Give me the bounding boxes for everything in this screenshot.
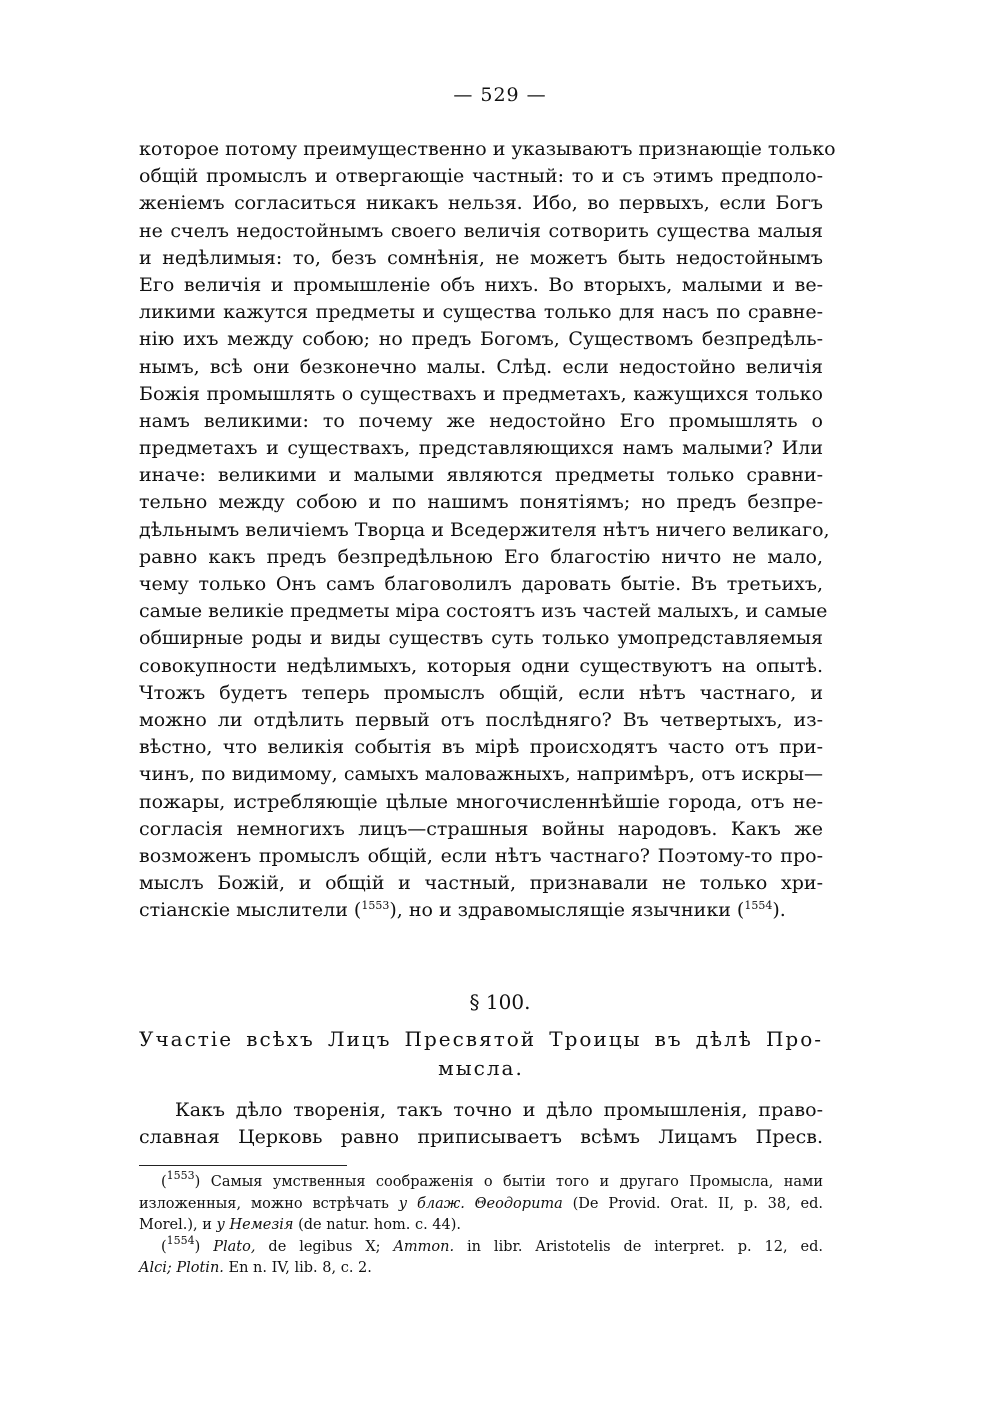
- footnotes: [139, 1169, 824, 1280]
- text-line: обширные роды и виды существъ суть только умопредставляемыя: [139, 627, 823, 650]
- section-number: § 100.: [469, 990, 531, 1014]
- text-line: тельно между собою и по нашимъ понятіямъ; но предъ безпре-: [139, 491, 823, 514]
- footnote-text: Morel.), и: [139, 1217, 217, 1233]
- text-line: вѣстно, что великія событія въ мірѣ происходятъ часто отъ при-: [139, 736, 823, 759]
- text-line: не счелъ недостойнымъ своего величія сотворить существа малыя: [139, 219, 823, 242]
- footnote-text: En n. IV, lib. 8, c. 2.: [223, 1260, 372, 1276]
- author-name: Ammon.: [393, 1238, 455, 1255]
- footnote-separator: [139, 1165, 347, 1166]
- final-text-line: [139, 897, 823, 924]
- text-line: женіемъ согласиться никакъ нельзя. Ибо, во первыхъ, если Богъ: [139, 192, 823, 215]
- footnote-text: (de natur. hom. c. 44).: [293, 1217, 462, 1233]
- footnote-number: 1553: [166, 1169, 195, 1182]
- text-line: и недѣлимыя: то, безъ сомнѣнія, не можетъ быть недостойнымъ: [139, 246, 823, 269]
- author-name: Alci; Plotin.: [139, 1260, 224, 1276]
- text-line: иначе: великими и малыми являются предметы только сравни-: [139, 464, 823, 487]
- text-line: самые великіе предметы міра состоятъ изъ частей малыхъ, и самые: [139, 600, 828, 623]
- text-fragment: стіанскіе мыслители (: [139, 899, 362, 922]
- main-text-block: [139, 136, 836, 924]
- footnote-line: [139, 1194, 823, 1216]
- author-name: Plato,: [213, 1238, 256, 1255]
- text-line: чинъ, по видимому, самыхъ маловажныхъ, напримѣръ, отъ искры—: [139, 763, 823, 786]
- text-line: предметахъ и существахъ, представляющихся намъ малыми? Или: [139, 437, 823, 460]
- footnote-1553: ($^{1553}$) Самыя умственныя соображенія о бытіи того и другаго Промысла, нами: [161, 1169, 823, 1190]
- section-text-block: [139, 1097, 823, 1151]
- text-line: можно ли отдѣлить первый отъ послѣдняго? Въ четвертыхъ, из-: [139, 708, 823, 731]
- section-heading-line-2: мысла.: [438, 1056, 524, 1080]
- text-line: согласія немногихъ лицъ—страшныя войны народовъ. Какъ же: [139, 817, 823, 840]
- footnote-number: 1554: [166, 1233, 195, 1247]
- section-heading-line-1: Участіе всѣхъ Лицъ Пресвятой Троицы въ дѣлѣ Про-: [139, 1027, 823, 1051]
- paragraph-line: Какъ дѣло творенія, такъ точно и дѣло промышленія, право-: [175, 1099, 823, 1121]
- text-line: нію ихъ между собою; но предъ Богомъ, Существомъ безпредѣль-: [139, 328, 823, 351]
- page-number: — 529 —: [453, 84, 547, 106]
- text-line: намъ великими: то почему же недостойно Его промышлять о: [139, 409, 823, 432]
- footnote-ref-1553[interactable]: 1553: [361, 899, 390, 913]
- text-line: Его величія и промышленіе объ нихъ. Во вторыхъ, малыми и ве-: [139, 273, 823, 296]
- text-line: дѣльнымъ величіемъ Творца и Вседержителя нѣтъ ничего великаго,: [139, 518, 830, 541]
- author-name: у Немезія: [216, 1217, 294, 1233]
- text-line: возможенъ промыслъ общій, если нѣтъ частнаго? Поэтому-то про-: [139, 844, 823, 867]
- footnote-text: (De Provid. Orat. II, p. 38, ed.: [562, 1195, 824, 1212]
- footnote-1554: ($^{1554}$) Plato, de legibus X; Ammon. in libr. Aristotelis de interpret. p. 12, ed.: [161, 1233, 823, 1255]
- footnote-line: [139, 1258, 823, 1280]
- section-heading: [139, 1025, 823, 1083]
- footnote-text: ) Самыя умственныя соображенія о бытіи того и другаго Промысла, нами: [194, 1174, 823, 1190]
- paragraph-line: славная Церковь равно приписываетъ всѣмъ Лицамъ Пресв.: [139, 1126, 823, 1149]
- text-line: чему только Онъ самъ благоволилъ даровать бытіе. Въ третьихъ,: [139, 573, 823, 595]
- author-name: у блаж. Θеодорита: [398, 1195, 563, 1212]
- footnote-line: [139, 1215, 823, 1237]
- text-fragment: ).: [772, 899, 786, 922]
- text-line: общій промыслъ и отвергающіе частный: то и съ этимъ предполо-: [139, 165, 823, 188]
- text-line: равно какъ предъ безпредѣльною Его благостію ничто не мало,: [139, 545, 823, 568]
- text-line: Божія промышлять о существахъ и предметахъ, кажущихся только: [139, 382, 823, 405]
- text-line: которое потому преимущественно и указываютъ признающіе только: [139, 138, 836, 160]
- text-line: нымъ, всѣ они безконечно малы. Слѣд. если недостойно величія: [139, 355, 823, 378]
- text-line: ликими кажутся предметы и существа только для насъ по сравне-: [139, 301, 823, 324]
- text-line: совокупности недѣлимыхъ, которыя одни существуютъ на опытѣ.: [139, 654, 823, 677]
- footnote-text: de legibus X;: [255, 1238, 394, 1255]
- text-line: Чтожъ будетъ теперь промыслъ общій, если нѣтъ частнаго, и: [139, 681, 823, 704]
- footnote-text: in libr. Aristotelis de interpret. p. 12, ed.: [454, 1238, 823, 1255]
- text-line: мыслъ Божій, и общій и частный, признавали не только хри-: [139, 872, 823, 895]
- footnote-ref-1554[interactable]: 1554: [744, 899, 773, 913]
- text-line: пожары, истребляющіе цѣлые многочисленнѣйшіе города, отъ не-: [139, 790, 823, 813]
- text-fragment: ), но и здравомыслящіе язычники (: [389, 899, 745, 922]
- footnote-text: изложенныя, можно встрѣчать: [139, 1195, 399, 1212]
